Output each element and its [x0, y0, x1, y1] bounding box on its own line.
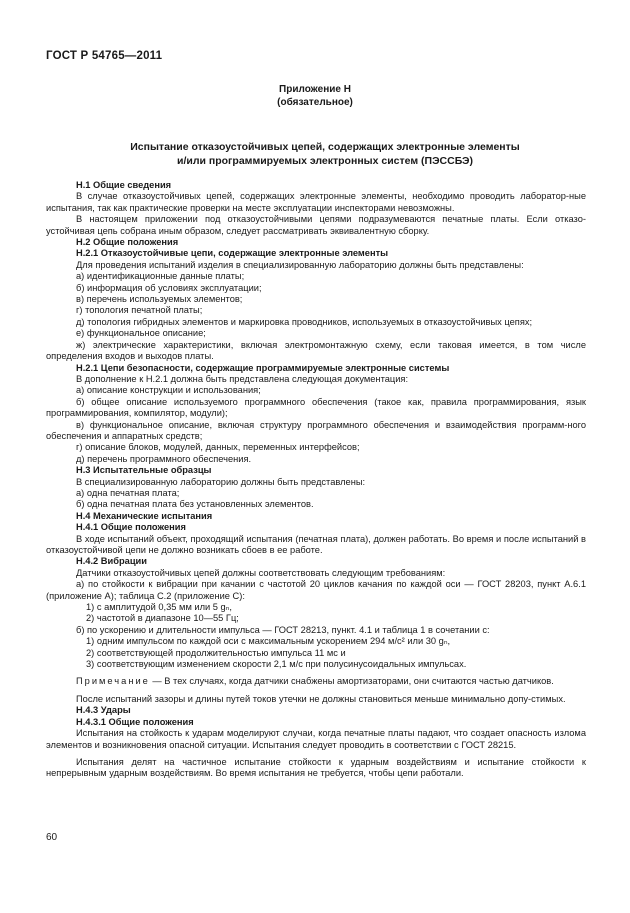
list-subitem: 1) с амплитудой 0,35 мм или 5 gₙ,	[86, 602, 233, 613]
paragraph: В случае отказоустойчивых цепей, содержащих электронные элементы, необходимо проводить лаборатор-ные испытания, так как практические проверки на месте эксплуатации инспекторами невозможны.	[46, 191, 586, 213]
subsection-heading: Н.4.3.1 Общие положения	[76, 716, 194, 727]
title-line-1: Испытание отказоустойчивых цепей, содержащих электронные элементы	[130, 141, 520, 153]
paragraph: После испытаний зазоры и длины путей токов утечки не должны становиться меньше минимально допу-стимых.	[76, 693, 566, 704]
section-heading: Н.4 Механические испытания	[76, 510, 213, 521]
paragraph: Испытания делят на частичное испытание стойкости к ударным воздействиям и испытание стойкости к непрерывным ударным воздействиям. Во время испытания не требуется, чтобы цепи работали.	[46, 756, 586, 779]
list-item: г) описание блоков, модулей, данных, переменных интерфейсов;	[76, 442, 360, 453]
page-number: 60	[46, 832, 58, 843]
list-item: в) перечень используемых элементов;	[76, 294, 243, 305]
paragraph: В ходе испытаний объект, проходящий испытания (печатная плата), должен работать. Во время и после испытаний в отказоустойчивой цепи не должно возникать сбоев в ее работе.	[46, 533, 586, 555]
list-item: б) общее описание используемого программного обеспечения (такое как, правила программирования, язык программирования, компилятор, модули);	[46, 396, 586, 419]
paragraph: Испытания на стойкость к ударам моделируют случаи, когда печатные платы падают, что создает опасность излома элементов и возникновения опасной ситуации. Испытания следует проводить в соответствии с ГОСТ 28215.	[46, 728, 586, 750]
list-subitem: 3) соответствующим изменением скорости 2,1 м/с при полусинусоидальных импульсах.	[86, 659, 467, 670]
list-item: б) одна печатная плата без установленных элементов.	[76, 499, 314, 510]
title-line-2: и/или программируемых электронных систем (ПЭССБЭ)	[177, 155, 473, 167]
annex-title: Приложение Н	[279, 84, 351, 95]
list-item: б) информация об условиях эксплуатации;	[76, 282, 262, 293]
subsection-heading: Н.2.1 Отказоустойчивые цепи, содержащие электронные элементы	[76, 248, 389, 259]
paragraph: Датчики отказоустойчивых цепей должны соответствовать следующим требованиям:	[76, 567, 446, 578]
list-item: а) одна печатная плата;	[76, 487, 180, 498]
paragraph: Для проведения испытаний изделия в специализированную лабораторию должны быть представлены:	[76, 259, 524, 270]
list-item: а) по стойкости к вибрации при качании с частотой 20 циклов качания по каждой оси — ГОСТ 28203, пункт А.6.1 (приложение А); таблица С.2 (приложение С):	[46, 579, 586, 601]
paragraph: В специализированную лабораторию должны быть представлены:	[76, 476, 366, 487]
list-item: д) перечень программного обеспечения.	[76, 453, 252, 464]
list-item: а) описание конструкции и использования;	[76, 385, 261, 396]
note-text: — В тех случаях, когда датчики снабжены амортизаторами, они считаются частью датчиков.	[149, 676, 554, 687]
paragraph: В настоящем приложении под отказоустойчивыми цепями подразумеваются печатные платы. Если отказо-устойчивая цепь собрана иным образом, следует рассматривать эквивалентную сборку.	[46, 214, 586, 236]
list-subitem: 2) частотой в диапазоне 10—55 Гц;	[86, 613, 239, 624]
paragraph: В дополнение к Н.2.1 должна быть представлена следующая документация:	[76, 373, 409, 384]
annex-heading	[0, 83, 630, 109]
note	[46, 676, 586, 687]
list-item: в) функциональное описание, включая структуру программного обеспечения и взаимодействия программ-ного обеспечения и аппаратных средств;	[46, 419, 586, 441]
section-heading: Н.1 Общие сведения	[76, 180, 172, 190]
document-body	[46, 180, 586, 780]
subsection-heading: Н.4.3 Удары	[76, 705, 131, 716]
standard-header: ГОСТ Р 54765—2011	[46, 50, 163, 62]
list-item: а) идентификационные данные платы;	[76, 271, 245, 282]
list-item: г) топология печатной платы;	[76, 305, 203, 316]
list-item: д) топология гибридных элементов и маркировка проводников, используемых в отказоустойчивых цепях;	[76, 316, 533, 327]
subsection-heading: Н.4.2 Вибрации	[76, 556, 147, 567]
section-heading: Н.2 Общие положения	[76, 237, 179, 248]
list-subitem: 1) одним импульсом по каждой оси с максимальным ускорением 294 м/с² или 30 gₙ,	[86, 636, 451, 647]
subsection-heading: Н.2.1 Цепи безопасности, содержащие программируемые электронные системы	[76, 362, 450, 373]
list-item: е) функциональное описание;	[76, 328, 206, 339]
note-label: Примечание	[76, 676, 150, 687]
list-item: б) по ускорению и длительности импульса — ГОСТ 28213, пункт. 4.1 и таблица 1 в сочетании с:	[76, 624, 490, 635]
list-subitem: 2) соответствующей продолжительностью импульса 11 мс и	[86, 647, 346, 658]
subsection-heading: Н.4.1 Общие положения	[76, 522, 186, 533]
annex-status: (обязательное)	[277, 97, 353, 108]
list-item: ж) электрические характеристики, включая электромонтажную схему, если таковая имеется, в том числе определения входов и выходов платы.	[46, 339, 586, 362]
document-title	[60, 140, 590, 168]
section-heading: Н.3 Испытательные образцы	[76, 465, 212, 476]
